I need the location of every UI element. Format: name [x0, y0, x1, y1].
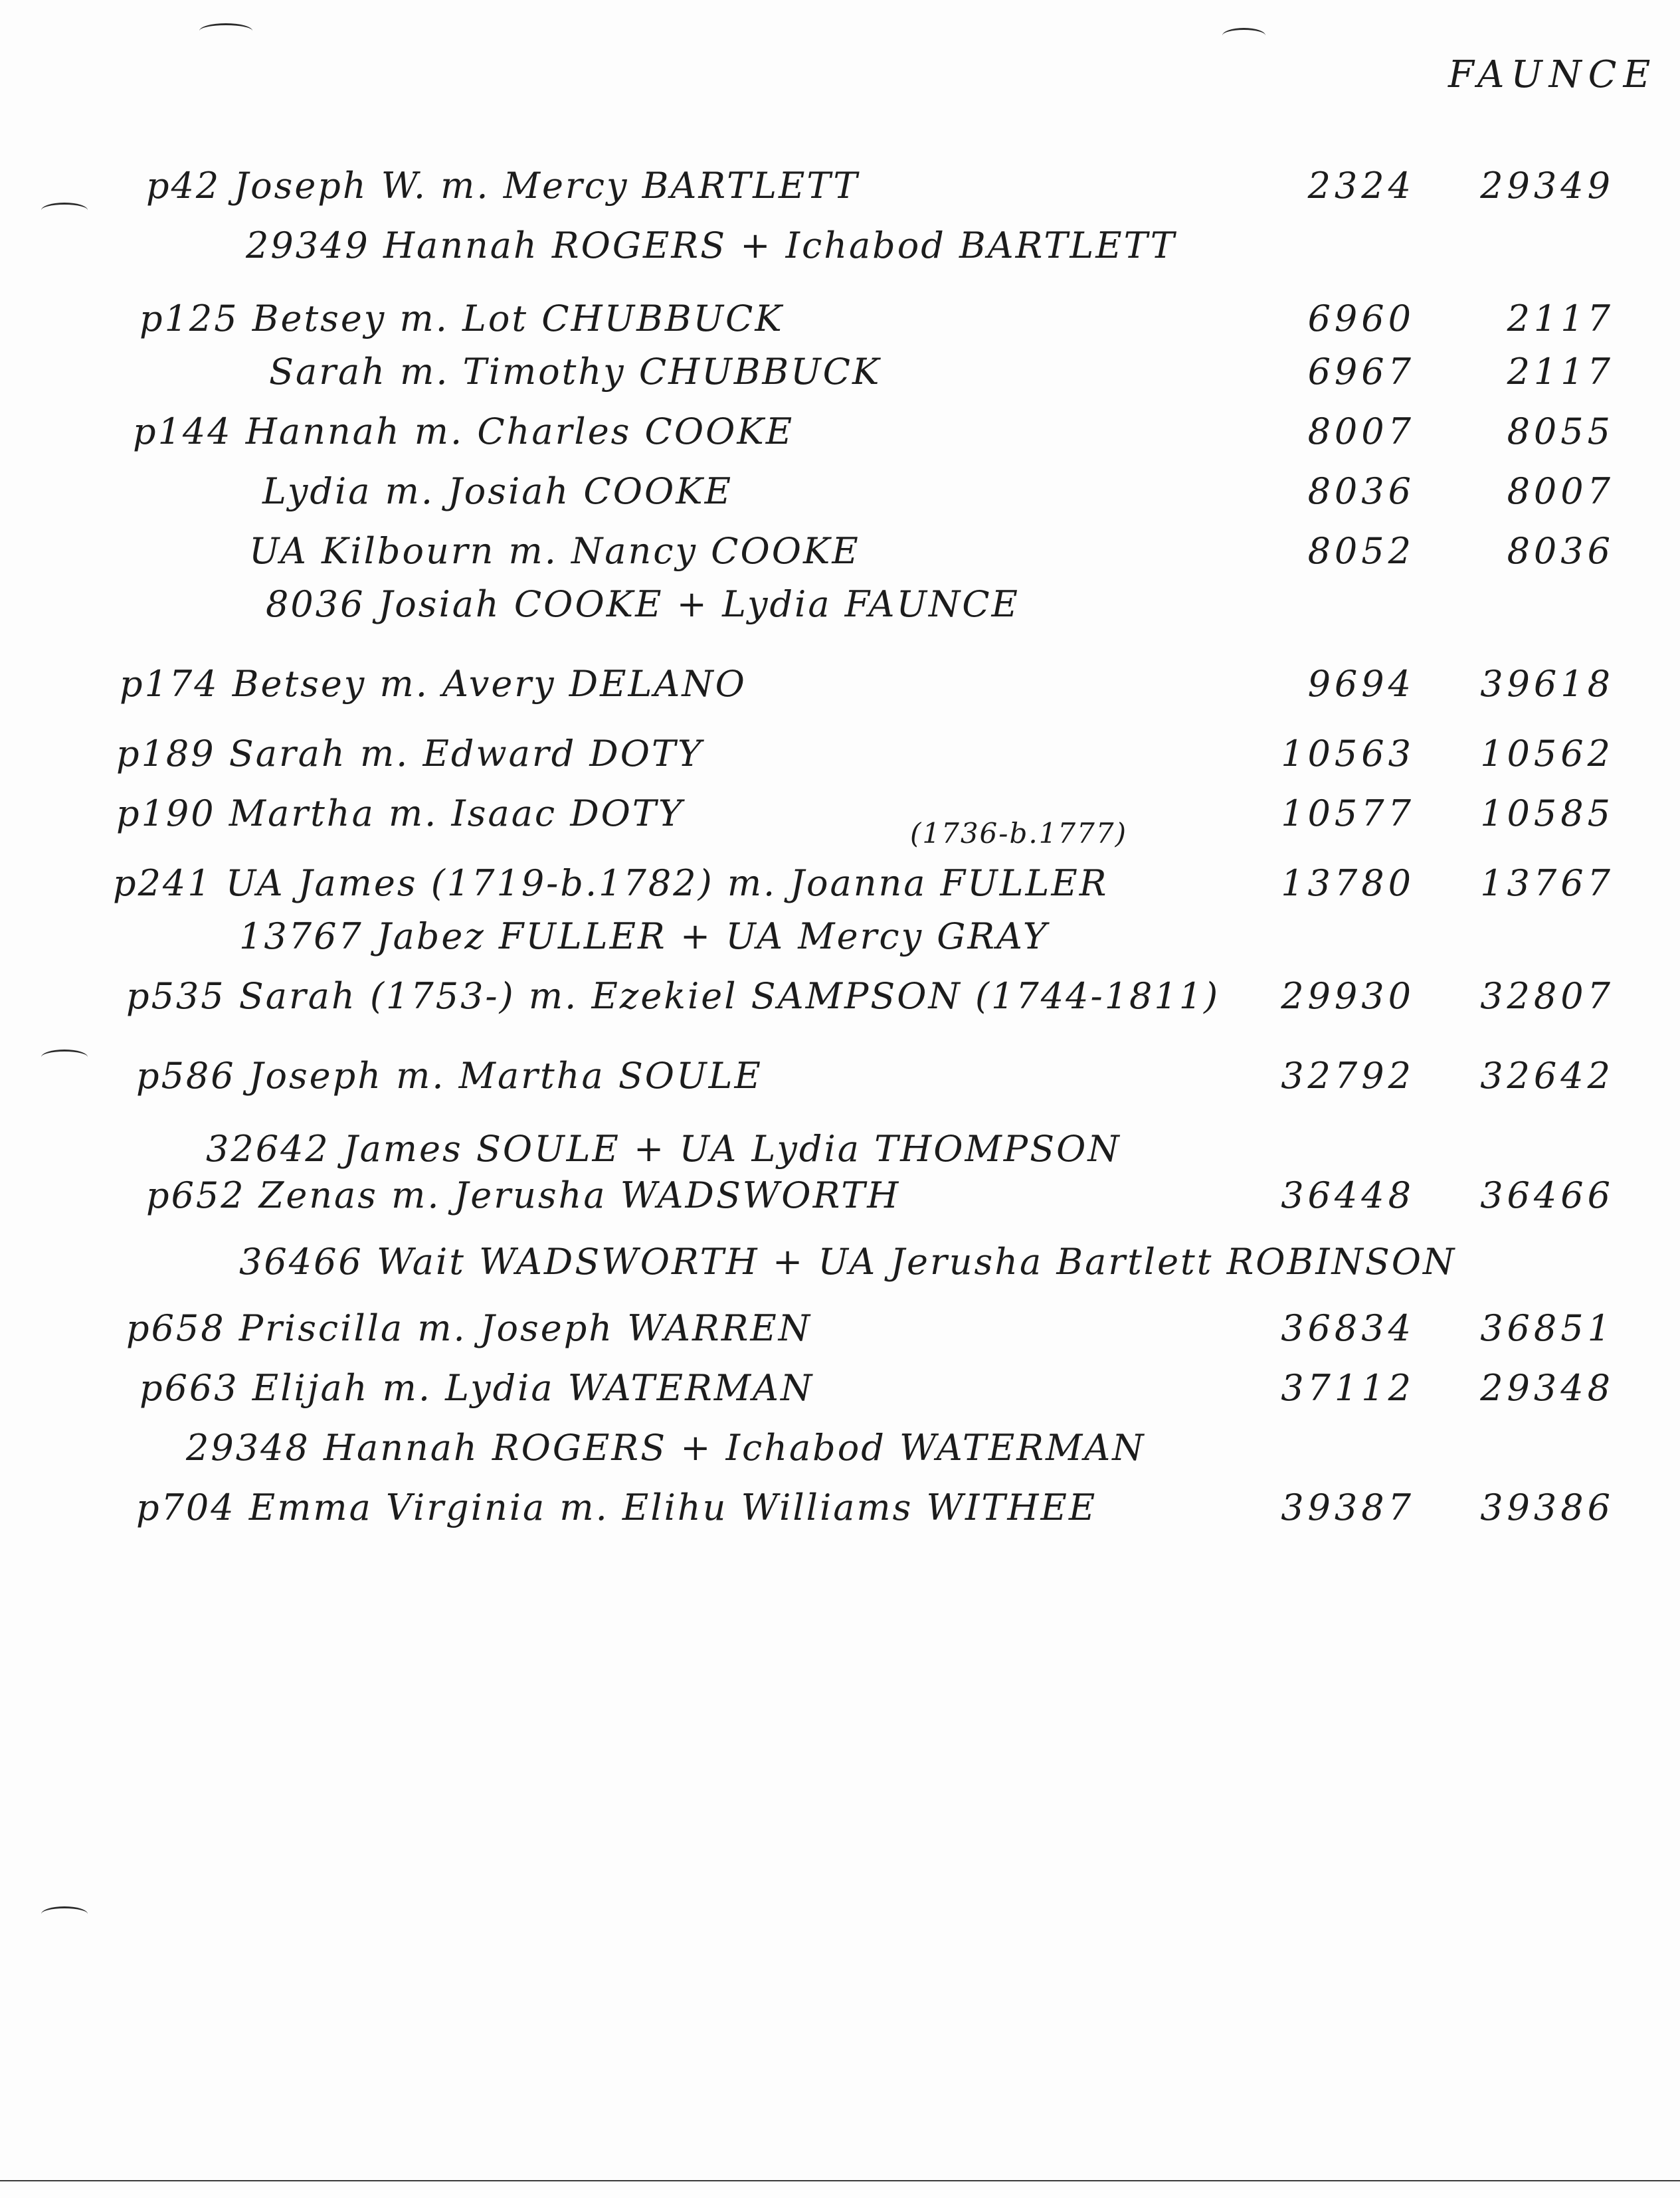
entry-number-2: 8007 — [1507, 470, 1614, 512]
entry-number-2: 36466 — [1480, 1174, 1614, 1216]
entry-number-1: 37112 — [1281, 1367, 1415, 1409]
entry-number-2: 39618 — [1480, 663, 1614, 705]
entry-row — [0, 1236, 1680, 1289]
entry-row — [0, 970, 1680, 1023]
entry-text: p189 Sarah m. Edward DOTY — [116, 733, 703, 775]
entry-text: p535 Sarah (1753-) m. Ezekiel SAMPSON (1744-1811) — [126, 975, 1220, 1017]
entry-row — [0, 465, 1680, 518]
entry-text: Sarah m. Timothy CHUBBUCK — [269, 351, 882, 393]
entry-text: 29349 Hannah ROGERS + Ichabod BARTLETT — [246, 225, 1176, 266]
entry-text: p42 Joseph W. m. Mercy BARTLETT — [146, 165, 860, 207]
entry-number-2: 36851 — [1480, 1307, 1614, 1349]
entry-row — [0, 910, 1680, 963]
entry-number-1: 10577 — [1281, 792, 1415, 834]
entry-row — [0, 857, 1680, 910]
entry-row — [0, 1302, 1680, 1355]
entry-text: p704 Emma Virginia m. Elihu Williams WITHEE — [136, 1487, 1097, 1528]
entry-text: 32642 James SOULE + UA Lydia THOMPSON — [206, 1128, 1121, 1170]
entry-number-2: 10585 — [1480, 792, 1614, 834]
entry-row — [0, 525, 1680, 578]
entry-number-1: 6967 — [1307, 351, 1415, 393]
entry-text: p658 Priscilla m. Joseph WARREN — [126, 1307, 812, 1349]
entry-number-1: 13780 — [1281, 862, 1415, 904]
entry-text: p144 Hannah m. Charles COOKE — [133, 411, 794, 452]
entry-number-2: 39386 — [1480, 1487, 1614, 1528]
entry-number-1: 2324 — [1307, 165, 1415, 207]
entry-text: UA Kilbourn m. Nancy COOKE — [249, 530, 860, 572]
entry-number-1: 32792 — [1281, 1055, 1415, 1097]
entry-row — [0, 658, 1680, 711]
entry-number-1: 8052 — [1307, 530, 1415, 572]
surname-header: FAUNCE — [1448, 53, 1657, 96]
entry-number-1: 6960 — [1307, 298, 1415, 339]
entry-number-2: 8036 — [1507, 530, 1614, 572]
entry-number-1: 10563 — [1281, 733, 1415, 775]
entry-text: 29348 Hannah ROGERS + Ichabod WATERMAN — [186, 1427, 1146, 1469]
entry-text: p125 Betsey m. Lot CHUBBUCK — [140, 298, 784, 339]
entry-number-1: 39387 — [1281, 1487, 1415, 1528]
entry-row — [0, 1169, 1680, 1222]
entry-row — [0, 219, 1680, 272]
entry-number-1: 8007 — [1307, 411, 1415, 452]
entry-text: p663 Elijah m. Lydia WATERMAN — [140, 1367, 814, 1409]
entry-number-1: 29930 — [1281, 975, 1415, 1017]
entry-number-2: 2117 — [1507, 351, 1614, 393]
entry-text: 13767 Jabez FULLER + UA Mercy GRAY — [239, 915, 1049, 957]
entry-row — [0, 292, 1680, 345]
entry-row — [0, 345, 1680, 399]
entry-row — [0, 405, 1680, 458]
entry-number-2: 29348 — [1480, 1367, 1614, 1409]
entry-number-1: 36834 — [1281, 1307, 1415, 1349]
fuller-dates-note: (1736-b.1777) — [910, 817, 1127, 850]
entry-row — [0, 787, 1680, 840]
entry-row — [0, 1481, 1680, 1534]
entry-text: 36466 Wait WADSWORTH + UA Jerusha Bartlett ROBINSON — [239, 1241, 1457, 1283]
entry-number-1: 8036 — [1307, 470, 1415, 512]
entry-row — [0, 159, 1680, 213]
entry-row — [0, 727, 1680, 780]
entry-text: p241 UA James (1719-b.1782) m. Joanna FULLER — [113, 862, 1109, 904]
entry-text: p174 Betsey m. Avery DELANO — [120, 663, 747, 705]
entry-row — [0, 1421, 1680, 1475]
entry-number-2: 29349 — [1480, 165, 1614, 207]
entry-text: Lydia m. Josiah COOKE — [262, 470, 733, 512]
entry-text: p586 Joseph m. Martha SOULE — [136, 1055, 763, 1097]
entry-number-1: 9694 — [1307, 663, 1415, 705]
entry-number-2: 32807 — [1480, 975, 1614, 1017]
entry-number-2: 13767 — [1480, 862, 1614, 904]
entry-text: 8036 Josiah COOKE + Lydia FAUNCE — [266, 583, 1020, 625]
entry-row — [0, 1050, 1680, 1103]
entry-row — [0, 1123, 1680, 1176]
entry-text: p652 Zenas m. Jerusha WADSWORTH — [146, 1174, 901, 1216]
entry-number-2: 10562 — [1480, 733, 1614, 775]
entry-number-2: 32642 — [1480, 1055, 1614, 1097]
entry-text: p190 Martha m. Isaac DOTY — [116, 792, 684, 834]
entry-number-1: 36448 — [1281, 1174, 1415, 1216]
entry-number-2: 2117 — [1507, 298, 1614, 339]
entry-number-2: 8055 — [1507, 411, 1614, 452]
entry-row — [0, 1362, 1680, 1415]
entry-row — [0, 578, 1680, 631]
